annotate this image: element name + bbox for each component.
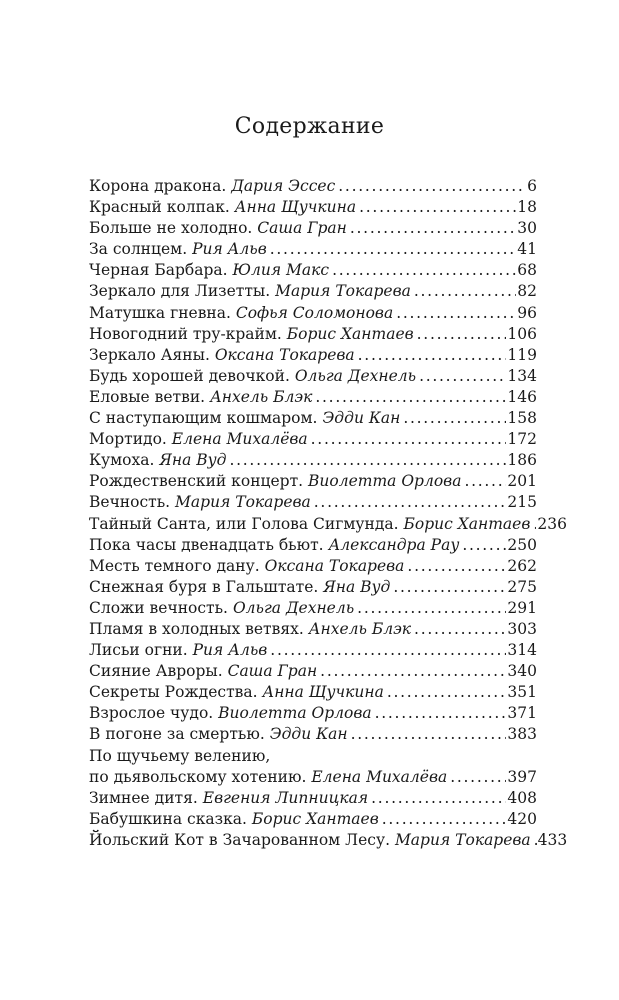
entry-author: Анна Щучкина <box>262 683 384 702</box>
entry-author: Виолетта Орлова <box>308 472 462 491</box>
entry-title: Зимнее дитя. <box>89 788 198 807</box>
entry-title: Красный колпак. <box>89 198 230 217</box>
toc-entry <box>89 429 537 450</box>
dot-leader <box>308 429 507 450</box>
entry-title: Сложи вечность. <box>89 598 228 617</box>
entry-author: Мария Токарева <box>275 282 411 301</box>
toc-entry <box>89 577 537 598</box>
dot-leader <box>317 661 506 682</box>
toc-entry <box>89 197 537 218</box>
toc-entry <box>89 703 537 724</box>
entry-page: 30 <box>517 219 537 238</box>
entry-title: Черная Барбара. <box>89 261 228 280</box>
entry-title: Кумоха. <box>89 451 155 470</box>
entry-author: Софья Соломонова <box>235 303 394 322</box>
entry-page: 201 <box>507 472 537 491</box>
dot-leader <box>311 492 507 513</box>
entry-page: 41 <box>517 240 537 259</box>
entry-author: Рия Альв <box>192 240 267 259</box>
toc-entry <box>89 809 537 830</box>
entry-title: С наступающим кошмаром. <box>89 409 318 428</box>
entry-title: Корона дракона. <box>89 177 227 195</box>
entry-page: 236 <box>537 514 567 533</box>
dot-leader <box>459 535 506 556</box>
entry-page: 262 <box>507 556 537 575</box>
dot-leader <box>348 724 507 745</box>
entry-title: Еловые ветви. <box>89 387 206 406</box>
entry-page: 6 <box>527 177 537 195</box>
entry-author: Анна Щучкина <box>234 198 357 217</box>
entry-page: 68 <box>517 261 537 280</box>
entry-author: Мария Токарева <box>175 493 311 512</box>
dot-leader <box>329 260 516 281</box>
entry-title: Пламя в холодных ветвях. <box>89 619 304 638</box>
table-of-contents <box>89 176 568 851</box>
entry-title: Снежная буря в Гальштате. <box>89 577 319 596</box>
entry-title: по дьявольскому хотению. <box>89 767 307 786</box>
entry-page: 291 <box>507 598 537 617</box>
dot-leader <box>335 176 526 197</box>
dot-leader <box>416 366 506 387</box>
entry-page: 134 <box>507 366 537 385</box>
toc-entry <box>89 218 537 239</box>
entry-author: Оксана Токарева <box>214 345 355 364</box>
entry-title: Вечность. <box>89 493 171 512</box>
entry-page: 215 <box>507 493 537 512</box>
entry-page: 351 <box>507 683 537 702</box>
dot-leader <box>461 471 506 492</box>
dot-leader <box>379 809 507 830</box>
entry-author: Ольга Дехнель <box>232 598 355 617</box>
entry-title: Матушка гневна. <box>89 303 231 322</box>
entry-page: 186 <box>507 451 537 470</box>
entry-page: 158 <box>507 409 537 428</box>
entry-title: Будь хорошей девочкой. <box>89 366 290 385</box>
toc-entry <box>89 281 537 302</box>
entry-title: Сияние Авроры. <box>89 662 223 681</box>
toc-entry <box>89 598 537 619</box>
dot-leader <box>354 598 506 619</box>
toc-entry <box>89 556 537 577</box>
dot-leader <box>267 640 506 661</box>
entry-page: 303 <box>507 619 537 638</box>
toc-entry <box>89 619 537 640</box>
dot-leader <box>393 303 516 324</box>
dot-leader <box>226 450 506 471</box>
entry-author: Анхель Блэк <box>210 387 313 406</box>
toc-entry <box>89 408 537 429</box>
entry-page: 275 <box>507 577 537 596</box>
entry-author: Мария Токарева <box>394 830 531 849</box>
entry-title: В погоне за смертью. <box>89 725 265 744</box>
toc-entry <box>89 239 537 260</box>
entry-title: Тайный Санта, или Голова Сигмунда. <box>89 514 399 533</box>
dot-leader <box>414 324 507 345</box>
entry-title: Секреты Рождества. <box>89 683 258 702</box>
entry-author: Яна Вуд <box>159 451 227 470</box>
entry-title: Новогодний тру-крайм. <box>89 324 282 343</box>
entry-page: 119 <box>507 345 537 364</box>
entry-page: 383 <box>507 725 537 744</box>
entry-title: Пока часы двенадцать бьют. <box>89 535 324 554</box>
dot-leader <box>355 345 507 366</box>
dot-leader <box>411 619 506 640</box>
entry-author: Юлия Макс <box>232 261 330 280</box>
toc-entry <box>89 471 537 492</box>
toc-entry <box>89 535 537 556</box>
dot-leader <box>384 682 507 703</box>
toc-entry <box>89 682 537 703</box>
dot-leader <box>368 788 506 809</box>
toc-entry <box>89 640 537 661</box>
toc-entry <box>89 303 537 324</box>
entry-page: 408 <box>507 788 537 807</box>
entry-author: Александра Рау <box>328 535 460 554</box>
entry-title: Месть темного дану. <box>89 556 260 575</box>
entry-title: Рождественский концерт. <box>89 472 304 491</box>
toc-entry <box>89 260 537 281</box>
dot-leader <box>400 408 506 429</box>
entry-author: Рия Альв <box>192 641 268 660</box>
toc-entry <box>89 830 568 851</box>
dot-leader <box>411 281 516 302</box>
toc-entry <box>89 492 537 513</box>
toc-entry <box>89 788 537 809</box>
entry-author: Саша Гран <box>227 662 318 681</box>
toc-entry <box>89 661 537 682</box>
dot-leader <box>404 556 506 577</box>
entry-author: Оксана Токарева <box>264 556 405 575</box>
entry-author: Ольга Дехнель <box>294 366 417 385</box>
entry-title: Зеркало для Лизетты. <box>89 282 271 301</box>
entry-page: 146 <box>507 387 537 406</box>
entry-author: Борис Хантаев <box>251 809 379 828</box>
entry-author: Виолетта Орлова <box>218 704 372 723</box>
entry-author: Борис Хантаев <box>403 514 531 533</box>
entry-author: Елена Михалёва <box>171 430 308 449</box>
entry-page: 420 <box>507 809 537 828</box>
entry-page: 433 <box>537 830 568 849</box>
dot-leader <box>390 577 506 598</box>
dot-leader <box>372 703 507 724</box>
toc-entry <box>89 387 537 408</box>
entry-title: Йольский Кот в Зачарованном Лесу. <box>89 830 390 849</box>
entry-page: 250 <box>507 535 537 554</box>
entry-author: Евгения Липницкая <box>202 788 369 807</box>
entry-title: Больше не холодно. <box>89 219 253 238</box>
dot-leader <box>356 197 516 218</box>
dot-leader <box>347 218 516 239</box>
entry-author: Саша Гран <box>257 219 347 238</box>
entry-author: Анхель Блэк <box>308 619 412 638</box>
entry-author: Яна Вуд <box>323 577 391 596</box>
entry-title: Бабушкина сказка. <box>89 809 247 828</box>
toc-entry <box>89 514 567 535</box>
toc-entry <box>89 724 537 745</box>
entry-page: 96 <box>517 303 537 322</box>
entry-author: Борис Хантаев <box>286 324 414 343</box>
entry-page: 106 <box>507 324 537 343</box>
dot-leader <box>312 387 506 408</box>
toc-entry <box>89 450 537 471</box>
toc-entry <box>89 324 537 345</box>
entry-page: 371 <box>507 704 537 723</box>
entry-title: Зеркало Аяны. <box>89 345 210 364</box>
entry-page: 340 <box>507 662 537 681</box>
dot-leader <box>447 767 506 788</box>
entry-author: Елена Михалёва <box>311 767 448 786</box>
entry-page: 18 <box>517 198 537 217</box>
dot-leader <box>267 239 517 260</box>
toc-entry <box>89 176 537 197</box>
toc-entry <box>89 366 537 387</box>
entry-title: Взрослое чудо. <box>89 704 214 723</box>
page-title: Содержание <box>234 114 385 139</box>
entry-page: 172 <box>507 430 537 449</box>
entry-page: 314 <box>507 641 537 660</box>
entry-title: Лисьи огни. <box>89 641 188 660</box>
entry-author: Эдди Кан <box>269 725 348 744</box>
toc-entry-first-line: По щучьему велению, <box>89 746 271 765</box>
entry-author: Дария Эссес <box>231 177 336 195</box>
entry-title: Мортидо. <box>89 430 167 449</box>
entry-page: 82 <box>517 282 537 301</box>
entry-title: За солнцем. <box>89 240 188 259</box>
toc-entry <box>89 767 537 788</box>
entry-author: Эдди Кан <box>322 409 401 428</box>
entry-page: 397 <box>507 767 537 786</box>
toc-entry <box>89 345 537 366</box>
